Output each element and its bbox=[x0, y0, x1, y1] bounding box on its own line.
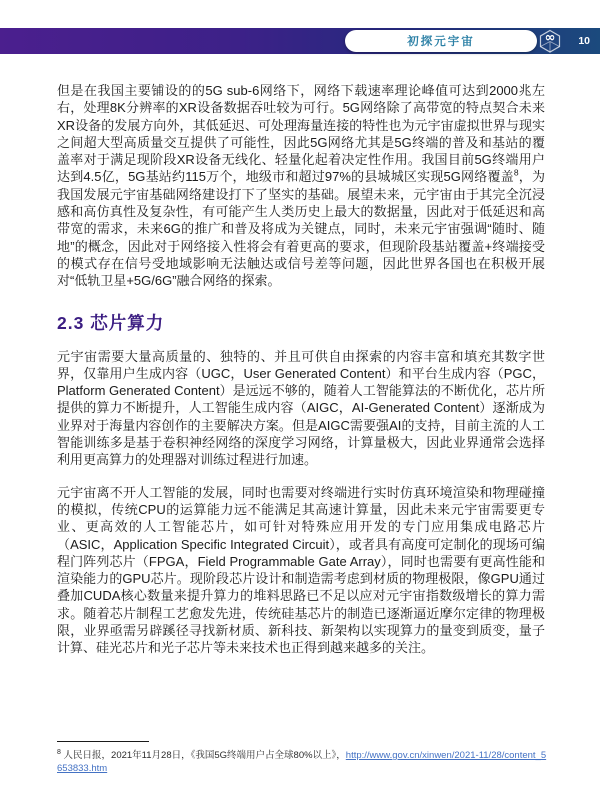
footnote-marker: 8 bbox=[57, 748, 61, 756]
footnote-link[interactable]: http://www.gov.cn/xinwen/2021-11/28/content_5653833.htm bbox=[57, 750, 547, 774]
footnote-separator-line bbox=[57, 741, 149, 742]
paragraph-aigc-content: 元宇宙需要大量高质量的、独特的、并且可供自由探索的内容丰富和填充其数字世界，仅靠用户生成内容（UGC，User Generated Content）和平台生成内容（PGC，Platform Generated Content）是远远不够的，随着人工智能算法的不断优化，芯片所提供的算力不断提升，人工智能生成内容（AIGC，AI-Generated Content）逐渐成为业界对于海量内容创作的主要解决方案。但是AIGC需要强AI的支持，目前主流的人工智能训练多是基于卷积神经网络的深度学习网络，计算量极大，因此业界通常会选择利用更高算力的处理器对训练过程进行加速。 bbox=[57, 348, 545, 468]
footnote bbox=[57, 749, 547, 775]
page-header-bar bbox=[0, 28, 600, 54]
document-body bbox=[57, 82, 545, 672]
footnote-reference[interactable]: 8 bbox=[513, 168, 519, 179]
hexagon-infinity-icon bbox=[537, 28, 563, 54]
footnote-citation: 人民日报，2021年11月28日，《我国5G终端用户占全球80%以上》， bbox=[60, 750, 346, 761]
footnote-area bbox=[57, 741, 547, 775]
chapter-title: 初探元宇宙 bbox=[407, 36, 475, 48]
paragraph-chip-hardware: 元宇宙离不开人工智能的发展，同时也需要对终端进行实时仿真环境渲染和物理碰撞的模拟，传统CPU的运算能力远不能满足其高速计算量，因此未来元宇宙需要更专业、更高效的人工智能芯片，如可针对特殊应用开发的专门应用集成电路芯片（ASIC，Application Specific Integrated Circuit），或者具有高度可定制化的现场可编程门阵列芯片（FPGA，Field Programmable Gate Array），同时也需要有更高性能和渲染能力的GPU芯片。现阶段芯片设计和制造需考虑到材质的物理极限，像GPU通过叠加CUDA核心数量来提升算力的堆料思路已不足以应对元宇宙指数级增长的算力需求。随着芯片制程工艺愈发先进，传统硅基芯片的制造已逐渐逼近摩尔定律的物理极限，业界亟需另辟蹊径寻找新材质、新科技、新架构以实现算力的量变到质变，量子计算、硅光芯片和光子芯片等未来技术也正得到越来越多的关注。 bbox=[57, 484, 545, 656]
svg-text:∞: ∞ bbox=[544, 30, 556, 46]
paragraph-text: 但是在我国主要铺设的的5G sub-6网络下，网络下载速率理论峰值可达到2000兆左右，处理8K分辨率的XR设备数据吞吐较为可行。5G网络除了高带宽的特点契合未来XR设备的发展方向外，其低延迟、可处理海量连接的特性也为元宇宙虚拟世界与现实之间超大型高质量交互提供了可能性，因此5G网络尤其是5G终端的普及和基站的覆盖率对于满足现阶段XR设备无线化、轻量化起着决定性作用。我国目前5G终端用户达到4.5亿，5G基站约115万个，地级市和超过97%的县城城区实现5G网络覆盖 bbox=[57, 83, 545, 185]
page-number: 10 bbox=[578, 35, 590, 47]
section-heading-chip-computing: 2.3 芯片算力 bbox=[57, 312, 165, 333]
paragraph-text: ，为我国发展元宇宙基础网络建设打下了坚实的基础。展望未来，元宇宙由于其完全沉浸感和高仿真性及复杂性，有可能产生人类历史上最大的数据量，因此对于低延迟和高带宽的需求，未来6G的推广和普及将成为关键点，同时，未来元宇宙强调“随时、随地”的概念，因此对于网络接入性将会有着更高的要求，但现阶段基站覆盖+终端接受的模式存在信号受地域影响无法触达或信号差等问题，因此世界各国也在积极开展对“低轨卫星+5G/6G”融合网络的探索。 bbox=[57, 169, 545, 289]
paragraph-5g-network bbox=[57, 82, 545, 290]
chapter-title-pill bbox=[345, 30, 537, 52]
